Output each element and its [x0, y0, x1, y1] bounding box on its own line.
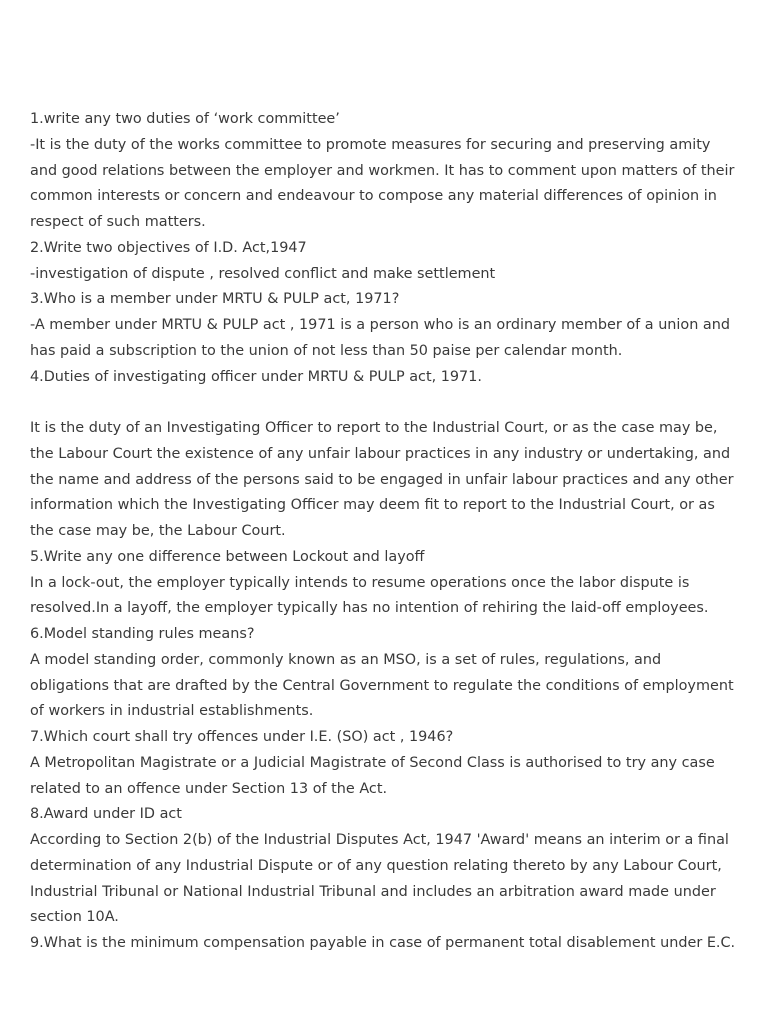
- text-line: Industrial Tribunal or National Industrial Tribunal and includes an arbitration award made under: [30, 883, 716, 900]
- text-line: information which the Investigating Officer may deem fit to report to the Industrial Court, or as: [30, 497, 715, 514]
- text-line: has paid a subscription to the union of not less than 50 paise per calendar month.: [30, 342, 623, 359]
- text-line: -investigation of dispute , resolved conflict and make settlement: [30, 265, 496, 282]
- text-line: the case may be, the Labour Court.: [30, 523, 286, 539]
- text-line: -A member under MRTU & PULP act , 1971 is a person who is an ordinary member of a union and: [30, 317, 731, 333]
- text-line: 4.Duties of investigating officer under MRTU & PULP act, 1971.: [30, 368, 482, 385]
- text-line: and good relations between the employer and workmen. It has to comment upon matters of their: [30, 162, 735, 179]
- blank-line: [30, 390, 742, 416]
- text-line: -It is the duty of the works committee to promote measures for securing and preserving amity: [30, 136, 711, 153]
- text-line: resolved.In a layoff, the employer typically has no intention of rehiring the laid-off employees.: [30, 600, 709, 617]
- text-line: common interests or concern and endeavour to compose any material differences of opinion in: [30, 188, 717, 205]
- text-line: A model standing order, commonly known as an MSO, is a set of rules, regulations, and: [30, 651, 662, 668]
- text-line: 8.Award under ID act: [30, 806, 182, 823]
- text-line: 3.Who is a member under MRTU & PULP act, 1971?: [30, 291, 400, 308]
- text-line: A Metropolitan Magistrate or a Judicial Magistrate of Second Class is authorised to try any case: [30, 754, 715, 771]
- text-line: 7.Which court shall try offences under I.E. (SO) act , 1946?: [30, 729, 454, 745]
- text-line: 6.Model standing rules means?: [30, 626, 255, 642]
- text-line: 9.What is the minimum compensation payable in case of permanent total disablement under E.C.: [30, 935, 736, 951]
- text-line: the name and address of the persons said to be engaged in unfair labour practices and any other: [30, 471, 734, 488]
- text-line: 5.Write any one difference between Lockout and layoff: [30, 548, 425, 565]
- note-body: [30, 107, 742, 957]
- text-line: determination of any Industrial Dispute or of any question relating thereto by any Labour Court,: [30, 857, 722, 874]
- text-line: related to an offence under Section 13 of the Act.: [30, 780, 388, 797]
- text-line: In a lock-out, the employer typically intends to resume operations once the labor dispute is: [30, 574, 690, 591]
- text-line: section 10A.: [30, 909, 119, 926]
- text-line: of workers in industrial establishments.: [30, 703, 314, 720]
- text-line: 2.Write two objectives of I.D. Act,1947: [30, 239, 307, 256]
- text-line: It is the duty of an Investigating Officer to report to the Industrial Court, or as the case may be,: [30, 420, 718, 436]
- text-line: 1.write any two duties of ‘work committee’: [30, 111, 340, 127]
- text-line: obligations that are drafted by the Central Government to regulate the conditions of employment: [30, 677, 734, 694]
- text-line: the Labour Court the existence of any unfair labour practices in any industry or undertaking, and: [30, 445, 731, 462]
- text-line: According to Section 2(b) of the Industrial Disputes Act, 1947 'Award' means an interim or a final: [30, 832, 729, 848]
- text-line: respect of such matters.: [30, 214, 206, 230]
